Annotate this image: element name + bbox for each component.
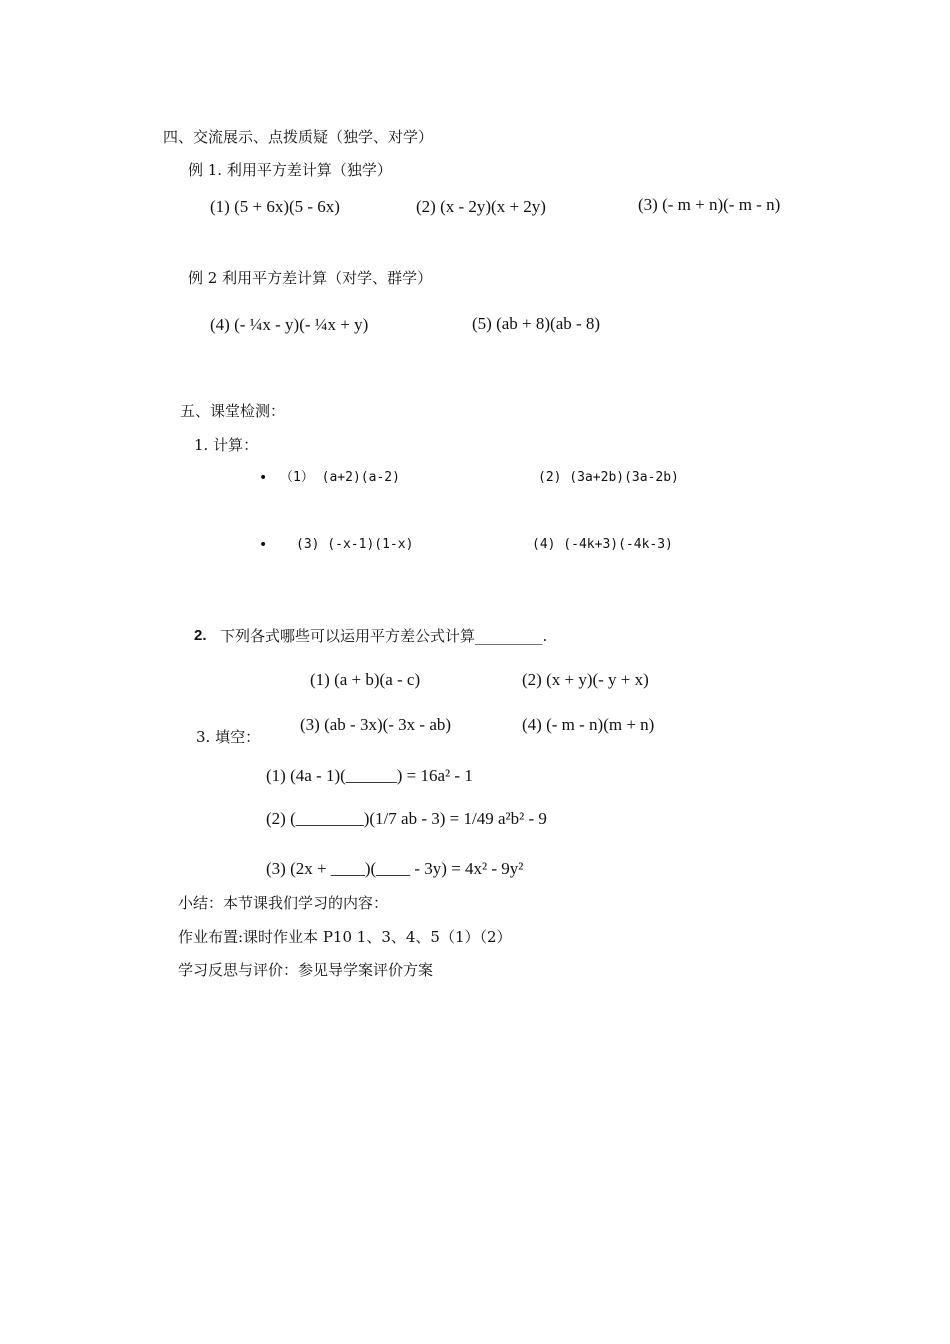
question-3-item-3: (3) (2x + ____)(____ - 3y) = 4x² - 9y² — [266, 859, 524, 878]
question-2-item-1: (1) (a + b)(a - c) — [310, 670, 421, 689]
section-4-heading: 四、交流展示、点拨质疑（独学、对学） — [163, 128, 434, 146]
reflection-line: 学习反思与评价：参见导学案评价方案 — [178, 961, 434, 979]
example-2-item-4: (4) (- ¼x - y)(- ¼x + y) — [210, 315, 369, 334]
homework-line: 作业布置:课时作业本 P10 1、3、4、5（1）（2） — [178, 928, 512, 946]
question-2-item-4: (4) (- m - n)(m + n) — [522, 715, 655, 734]
bullet-2: • — [259, 537, 268, 553]
question-3-item-2: (2) (________)(1/7 ab - 3) = 1/49 a²b² - 9 — [266, 809, 547, 828]
question-2-item-3: (3) (ab - 3x)(- 3x - ab) — [300, 715, 452, 734]
question-3-item-1: (1) (4a - 1)(______) = 16a² - 1 — [266, 766, 473, 785]
question-2-item-2: (2) (x + y)(- y + x) — [522, 670, 649, 689]
question-1-item-4: (4) (-4k+3)(-4k-3) — [532, 537, 673, 552]
question-1-item-1: （1） (a+2)(a-2) — [280, 470, 400, 485]
question-1-item-2: (2) (3a+2b)(3a-2b) — [538, 470, 679, 485]
question-1-title: 1. 计算： — [194, 436, 259, 454]
example-2-title: 例 2 利用平方差计算（对学、群学） — [188, 269, 433, 287]
question-2-title: 下列各式哪些可以运用平方差公式计算_________. — [220, 627, 548, 645]
question-2-number: 2. — [194, 627, 207, 644]
section-5-heading: 五、课堂检测： — [180, 402, 286, 420]
example-1-title: 例 1. 利用平方差计算（独学） — [188, 161, 392, 179]
example-1-item-2: (2) (x - 2y)(x + 2y) — [416, 197, 546, 216]
bullet-1: • — [259, 470, 268, 486]
question-1-item-3: (3) (-x-1)(1-x) — [296, 537, 414, 552]
example-1-item-1: (1) (5 + 6x)(5 - 6x) — [210, 197, 340, 216]
example-2-item-5: (5) (ab + 8)(ab - 8) — [472, 314, 601, 333]
example-1-item-3: (3) (- m + n)(- m - n) — [638, 195, 781, 214]
summary-line: 小结：本节课我们学习的内容： — [178, 894, 389, 912]
question-3-title: 3. 填空： — [196, 728, 261, 746]
